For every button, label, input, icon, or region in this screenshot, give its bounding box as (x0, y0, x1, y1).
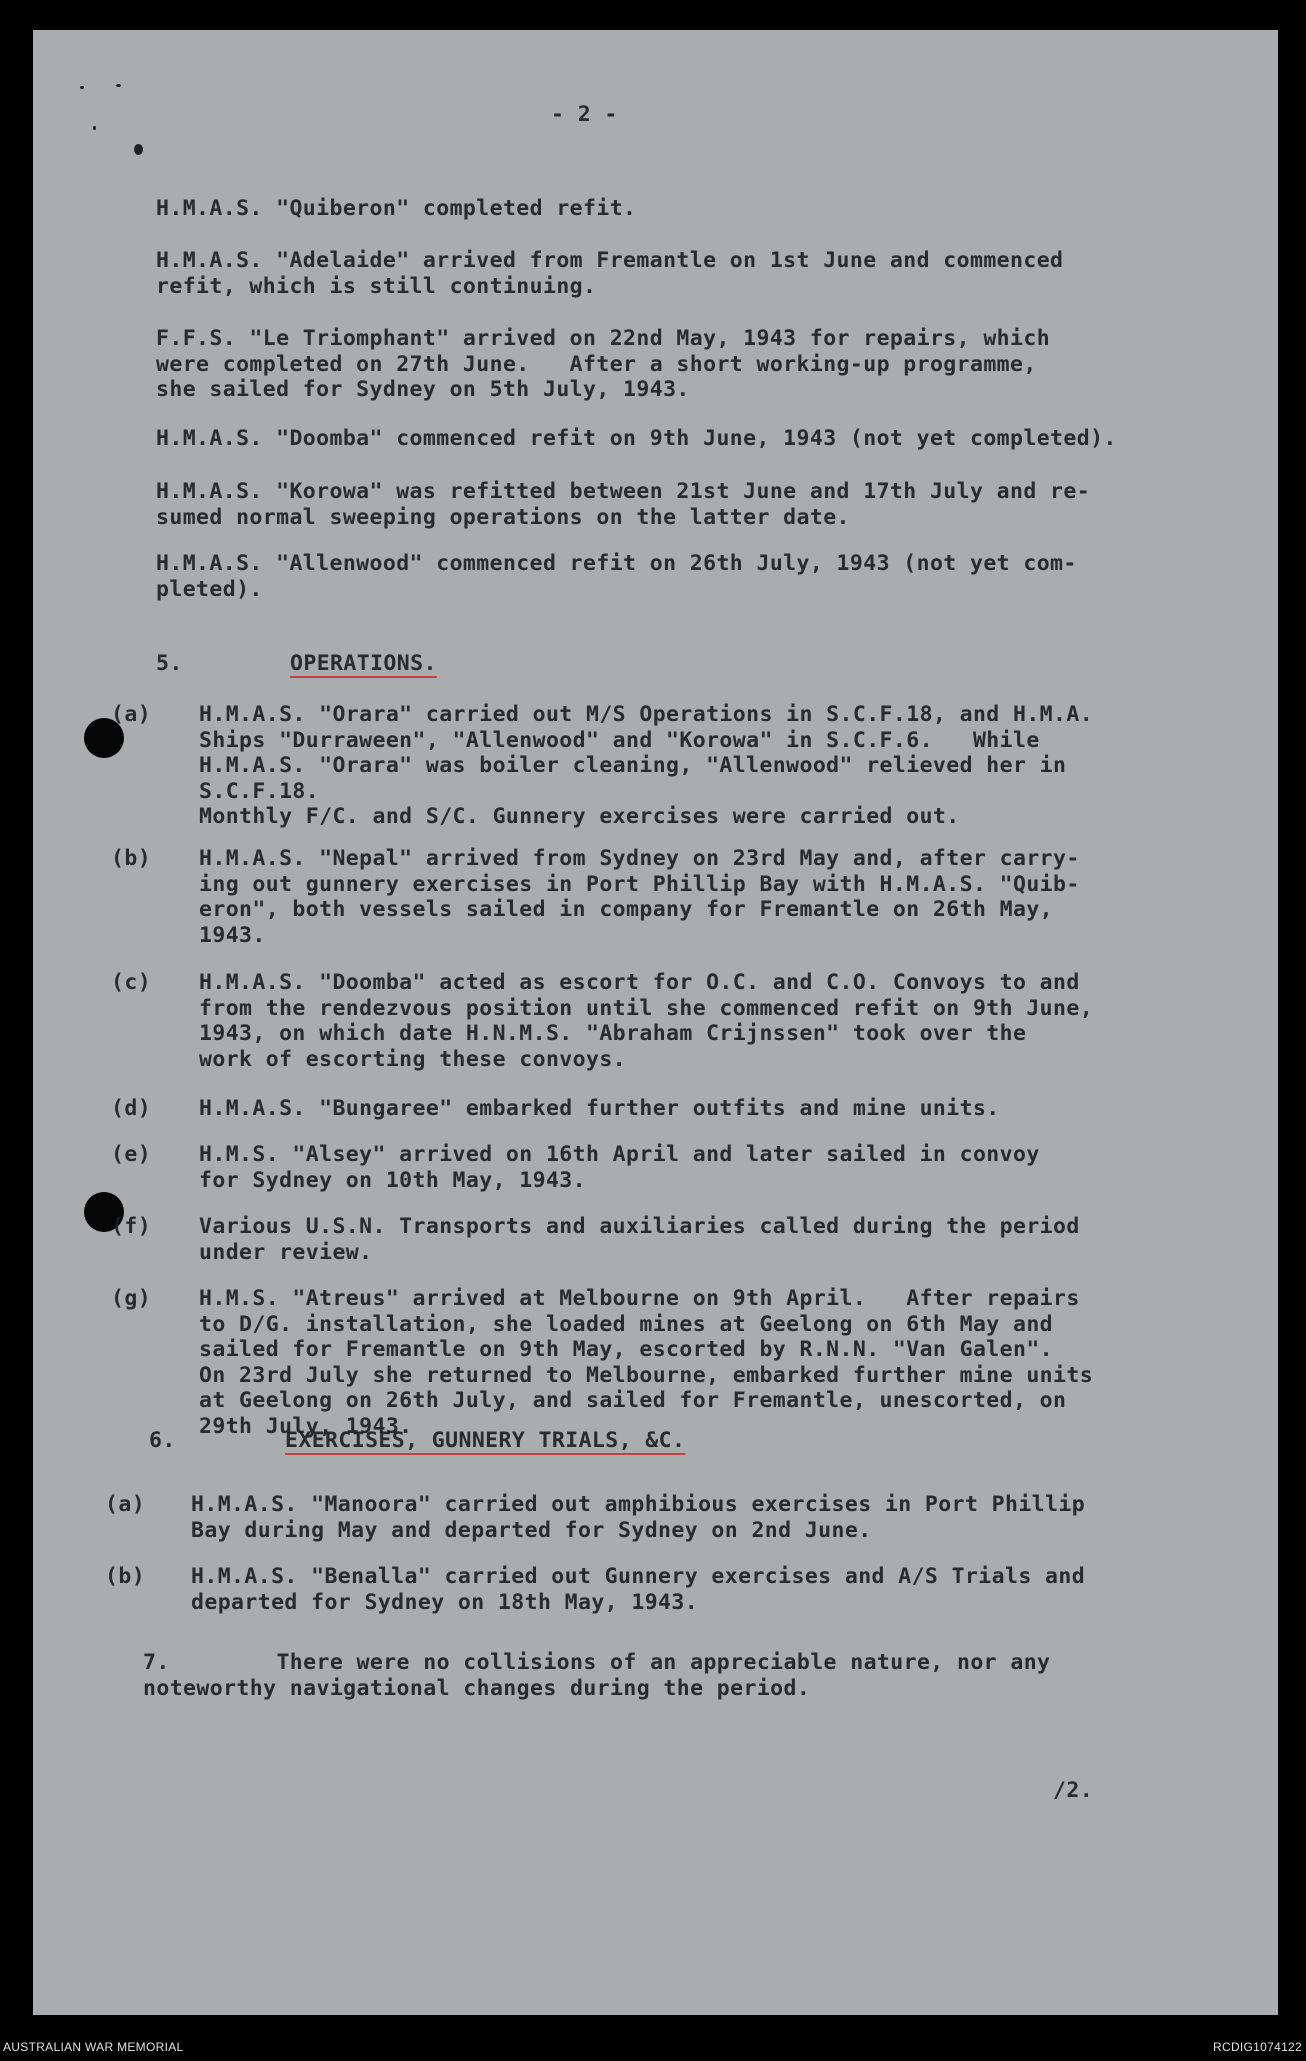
footer-credit: AUSTRALIAN WAR MEMORIAL (3, 2040, 184, 2054)
refit-paragraph: H.M.A.S. "Doomba" commenced refit on 9th June, 1943 (not yet completed). (156, 426, 1117, 451)
refit-paragraph: H.M.A.S. "Adelaide" arrived from Fremantle on 1st June and commenced refit, which is still continuing. (156, 248, 1064, 299)
refit-paragraph: H.M.A.S. "Quiberon" completed refit. (156, 196, 637, 221)
item-text: H.M.A.S. "Benalla" carried out Gunnery exercises and A/S Trials and departed for Sydney on 18th May, 1943. (191, 1564, 1086, 1615)
item-label: (c) (111, 970, 152, 995)
refit-paragraph: H.M.A.S. "Korowa" was refitted between 21st June and 17th July and re- sumed normal sweeping operations on the latter date. (156, 479, 1091, 530)
item-text: H.M.A.S. "Nepal" arrived from Sydney on 23rd May and, after carry- ing out gunnery exercises in Port Phillip Bay with H.M.A.S. "Quib- eron", both vessels sailed in company for Fremantle on 26th May, 1943. (199, 846, 1080, 948)
section-number: 5. (156, 651, 183, 676)
item-label: (f) (111, 1214, 152, 1239)
page-number: - 2 - (551, 102, 618, 127)
item-text: H.M.S. "Atreus" arrived at Melbourne on 9th April. After repairs to D/G. installation, she loaded mines at Geelong on 6th May and sailed for Fremantle on 9th May, escorted by R.N.N. "Van Galen". On 23rd July she returned to Melbourne, embarked further mine units at Geelong on 26th July, and sailed for Fremantle, unescorted, on 29th July, 1943. (199, 1286, 1094, 1439)
item-label: (g) (111, 1286, 152, 1311)
item-text: H.M.S. "Alsey" arrived on 16th April and later sailed in convoy for Sydney on 10th May, 1943. (199, 1142, 1040, 1193)
item-text: H.M.A.S. "Orara" carried out M/S Operations in S.C.F.18, and H.M.A. Ships "Durraween", "Allenwood" and "Korowa" in S.C.F.6. While H.M.A.S. "Orara" was boiler cleaning, "Allenwood" relieved her in S.C.F.18. Monthly F/C. and S/C. Gunnery exercises were carried out. (199, 702, 1094, 829)
item-text: H.M.A.S. "Manoora" carried out amphibious exercises in Port Phillip Bay during May and departed for Sydney on 2nd June. (191, 1492, 1086, 1543)
item-label: (a) (105, 1492, 146, 1517)
item-text: H.M.A.S. "Bungaree" embarked further outfits and mine units. (199, 1096, 1000, 1121)
refit-paragraph: H.M.A.S. "Allenwood" commenced refit on 26th July, 1943 (not yet com- pleted). (156, 551, 1077, 602)
item-label: (e) (111, 1142, 152, 1167)
closing-paragraph: 7. There were no collisions of an appreciable nature, nor any noteworthy navigational changes during the period. (143, 1650, 1051, 1701)
refit-paragraph: F.F.S. "Le Triomphant" arrived on 22nd May, 1943 for repairs, which were completed on 27th June. After a short working-up programme, she sailed for Sydney on 5th July, 1943. (156, 326, 1051, 402)
continuation-marker: /2. (1053, 1778, 1094, 1803)
item-label: (d) (111, 1096, 152, 1121)
item-label: (b) (105, 1564, 146, 1589)
section-heading: EXERCISES, GUNNERY TRIALS, &C. (285, 1428, 686, 1453)
item-text: Various U.S.N. Transports and auxiliaries called during the period under review. (199, 1214, 1080, 1265)
item-label: (a) (111, 702, 152, 727)
ink-speck (134, 144, 143, 155)
document-page (33, 30, 1278, 2015)
section-heading: OPERATIONS. (290, 651, 437, 676)
item-text: H.M.A.S. "Doomba" acted as escort for O.C. and C.O. Convoys to and from the rendezvous position until she commenced refit on 9th June, 1943, on which date H.N.M.S. "Abraham Crijnssen" took over the work of escorting these convoys. (199, 970, 1094, 1072)
ink-speck (80, 86, 84, 89)
footer-id: RCDIG1074122 (1213, 2040, 1302, 2054)
ink-speck (116, 84, 121, 87)
section-number: 6. (149, 1428, 176, 1453)
ink-speck (93, 126, 96, 130)
item-label: (b) (111, 846, 152, 871)
